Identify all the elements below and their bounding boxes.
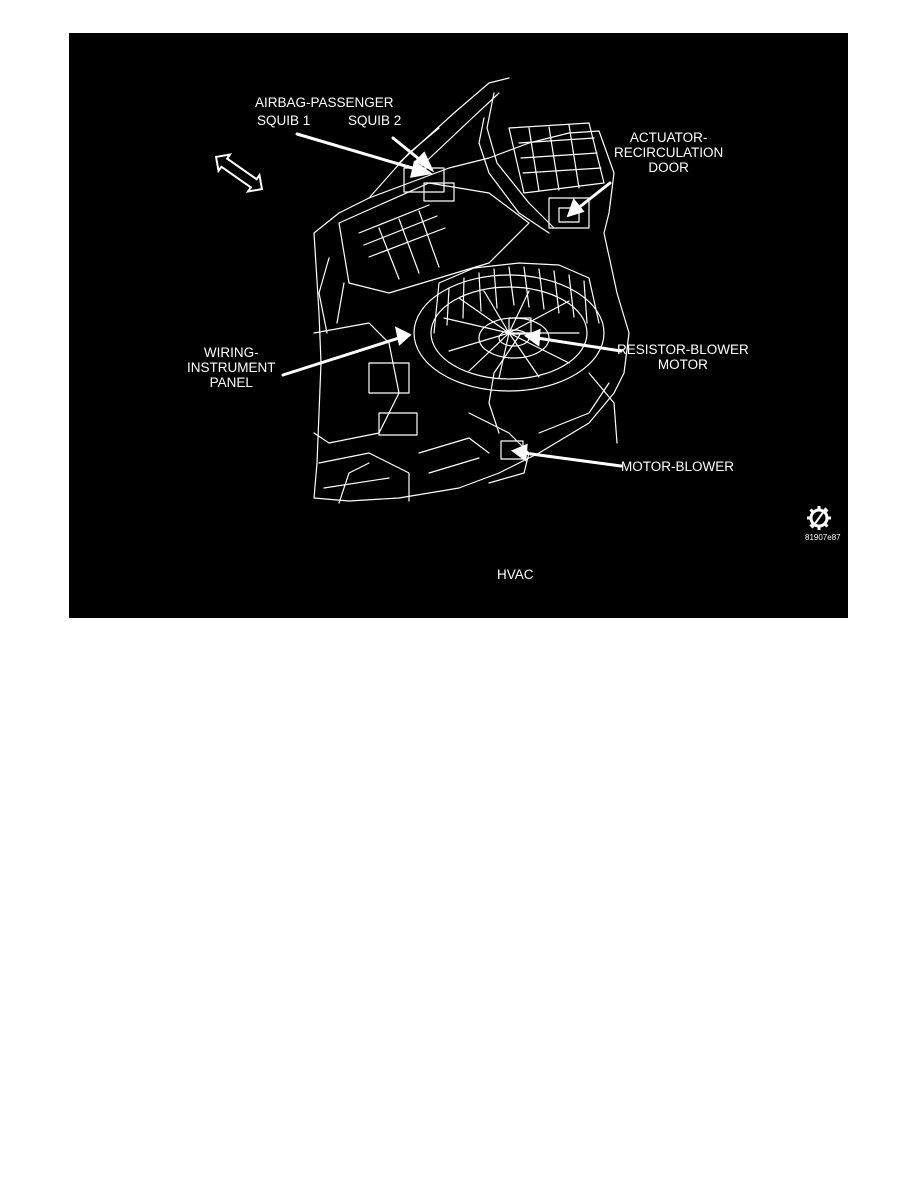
figure-caption: HVAC <box>497 567 534 582</box>
fwd-arrow-icon <box>210 149 267 198</box>
motor-blower-label: MOTOR-BLOWER <box>621 459 735 474</box>
squib-1-label: SQUIB 1 <box>257 113 311 128</box>
squib-2-label: SQUIB 2 <box>348 113 402 128</box>
hvac-figure <box>69 33 848 618</box>
gear-slash-icon <box>807 506 831 530</box>
airbag-passenger-label: AIRBAG-PASSENGER <box>255 95 394 110</box>
resistor-blower-motor-label: RESISTOR-BLOWER MOTOR <box>617 342 749 372</box>
hvac-line-drawing <box>69 33 848 618</box>
actuator-recirculation-door-label: ACTUATOR- RECIRCULATION DOOR <box>614 130 724 175</box>
wiring-instrument-panel-label: WIRING- INSTRUMENT PANEL <box>187 345 276 390</box>
figure-id: 81907e87 <box>805 533 841 542</box>
